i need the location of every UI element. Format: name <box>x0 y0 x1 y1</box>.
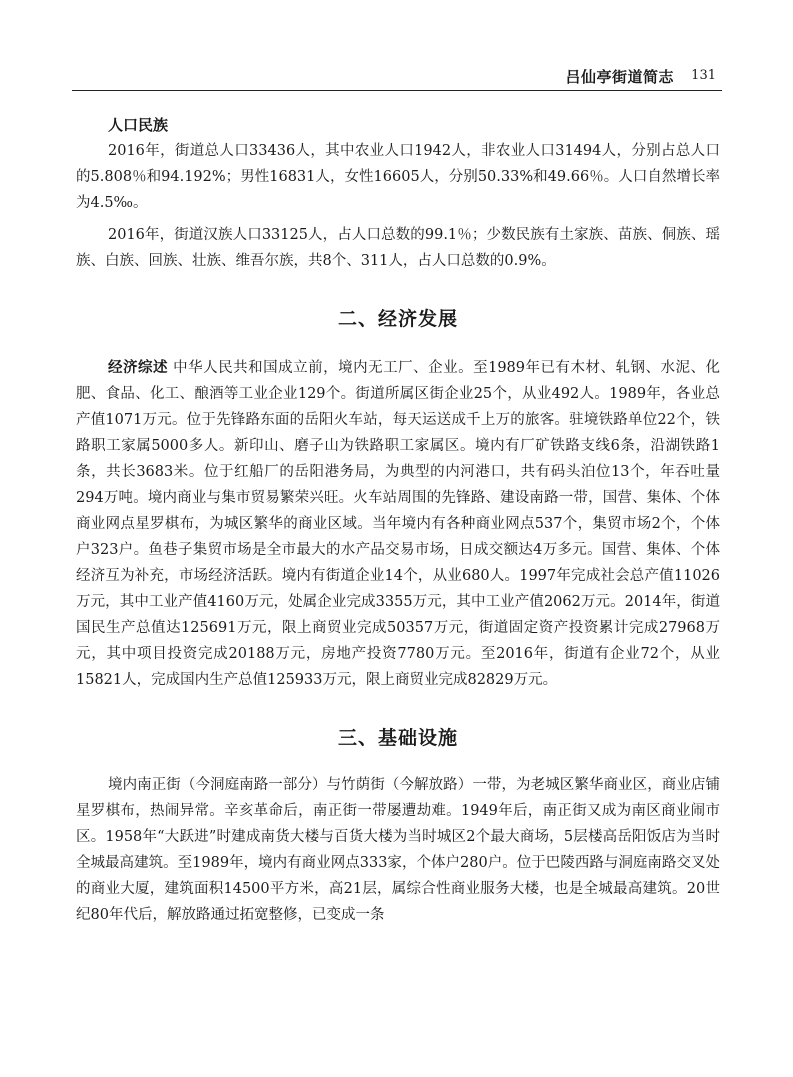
population-paragraph-1: 2016年，街道总人口33436人，其中农业人口1942人，非农业人口31494人，分别占总人口的5.808％和94.192%；男性16831人，女性16605人，分别50.33%和49.66％。人口自然增长率为4.5‰。 <box>76 143 720 211</box>
population-subheading: 人口民族 <box>108 116 169 134</box>
economy-paragraph <box>76 355 720 693</box>
page-number: 131 <box>691 68 716 83</box>
economy-paragraph-text: 中华人民共和国成立前，境内无工厂、企业。至1989年已有木材、轧钢、水泥、化肥、食品、化工、酿酒等工业企业129个。街道所属区街企业25个，从业492人。1989年，各业总产值1071万元。位于先锋路东面的岳阳火车站，每天运送成千上万的旅客。驻境铁路单位22个，铁路职工家属5000多人。新印山、磨子山为铁路职工家属区。境内有厂矿铁路支线6条，沿湖铁路1条，共长3683米。位于红船厂的岳阳港务局，为典型的内河港口，共有码头泊位13个，年吞吐量294万吨。境内商业与集市贸易繁荣兴旺。火车站周围的先锋路、建设南路一带，国营、集体、个体商业网点星罗棋布，为城区繁华的商业区域。当年境内有各种商业网点537个，集贸市场2个，个体户323户。鱼巷子集贸市场是全市最大的水产品交易市场，日成交额达4万多元。国营、集体、个体经济互为补充，市场经济活跃。境内有街道企业14个，从业680人。1997年完成社会总产值11026万元，其中工业产值4160万元，处属企业完成3355万元，其中工业产值2062万元。2014年，街道国民生产总值达125691万元，限上商贸业完成50357万元，街道固定资产投资累计完成27968万元，其中项目投资完成20188万元，房地产投资7780万元。至2016年，街道有企业72个，从业15821人，完成国内生产总值125933万元，限上商贸业完成82829万元。 <box>76 360 720 688</box>
infrastructure-paragraph: 境内南正街（今洞庭南路一部分）与竹荫街（今解放路）一带，为老城区繁华商业区，商业店铺星罗棋布，热闹异常。辛亥革命后，南正街一带屡遭劫难。1949年后，南正街又成为南区商业闹市区。1958年“大跃进”时建成南货大楼与百货大楼为当时城区2个最大商场，5层楼高岳阳饭店为当时全城最高建筑。至1989年，境内有商业网点333家，个体户280户。位于巴陵西路与洞庭南路交叉处的商业大厦，建筑面积14500平方米，高21层，属综合性商业服务大楼，也是全城最高建筑。20世纪80年代后，解放路通过拓宽整修，已变成一条 <box>76 777 720 923</box>
running-header <box>72 58 722 91</box>
infrastructure-section-heading: 三、基础设施 <box>337 727 458 749</box>
economy-section-heading: 二、经济发展 <box>337 308 458 330</box>
economy-runin-title: 经济综述 <box>108 360 168 376</box>
book-title: 吕仙亭街道简志 <box>565 68 674 86</box>
population-paragraph-2: 2016年，街道汉族人口33125人，占人口总数的99.1％；少数民族有土家族、苗族、侗族、瑶族、白族、回族、壮族、维吾尔族，共8个、311人，占人口总数的0.9%。 <box>76 227 720 269</box>
page-body <box>76 112 720 928</box>
